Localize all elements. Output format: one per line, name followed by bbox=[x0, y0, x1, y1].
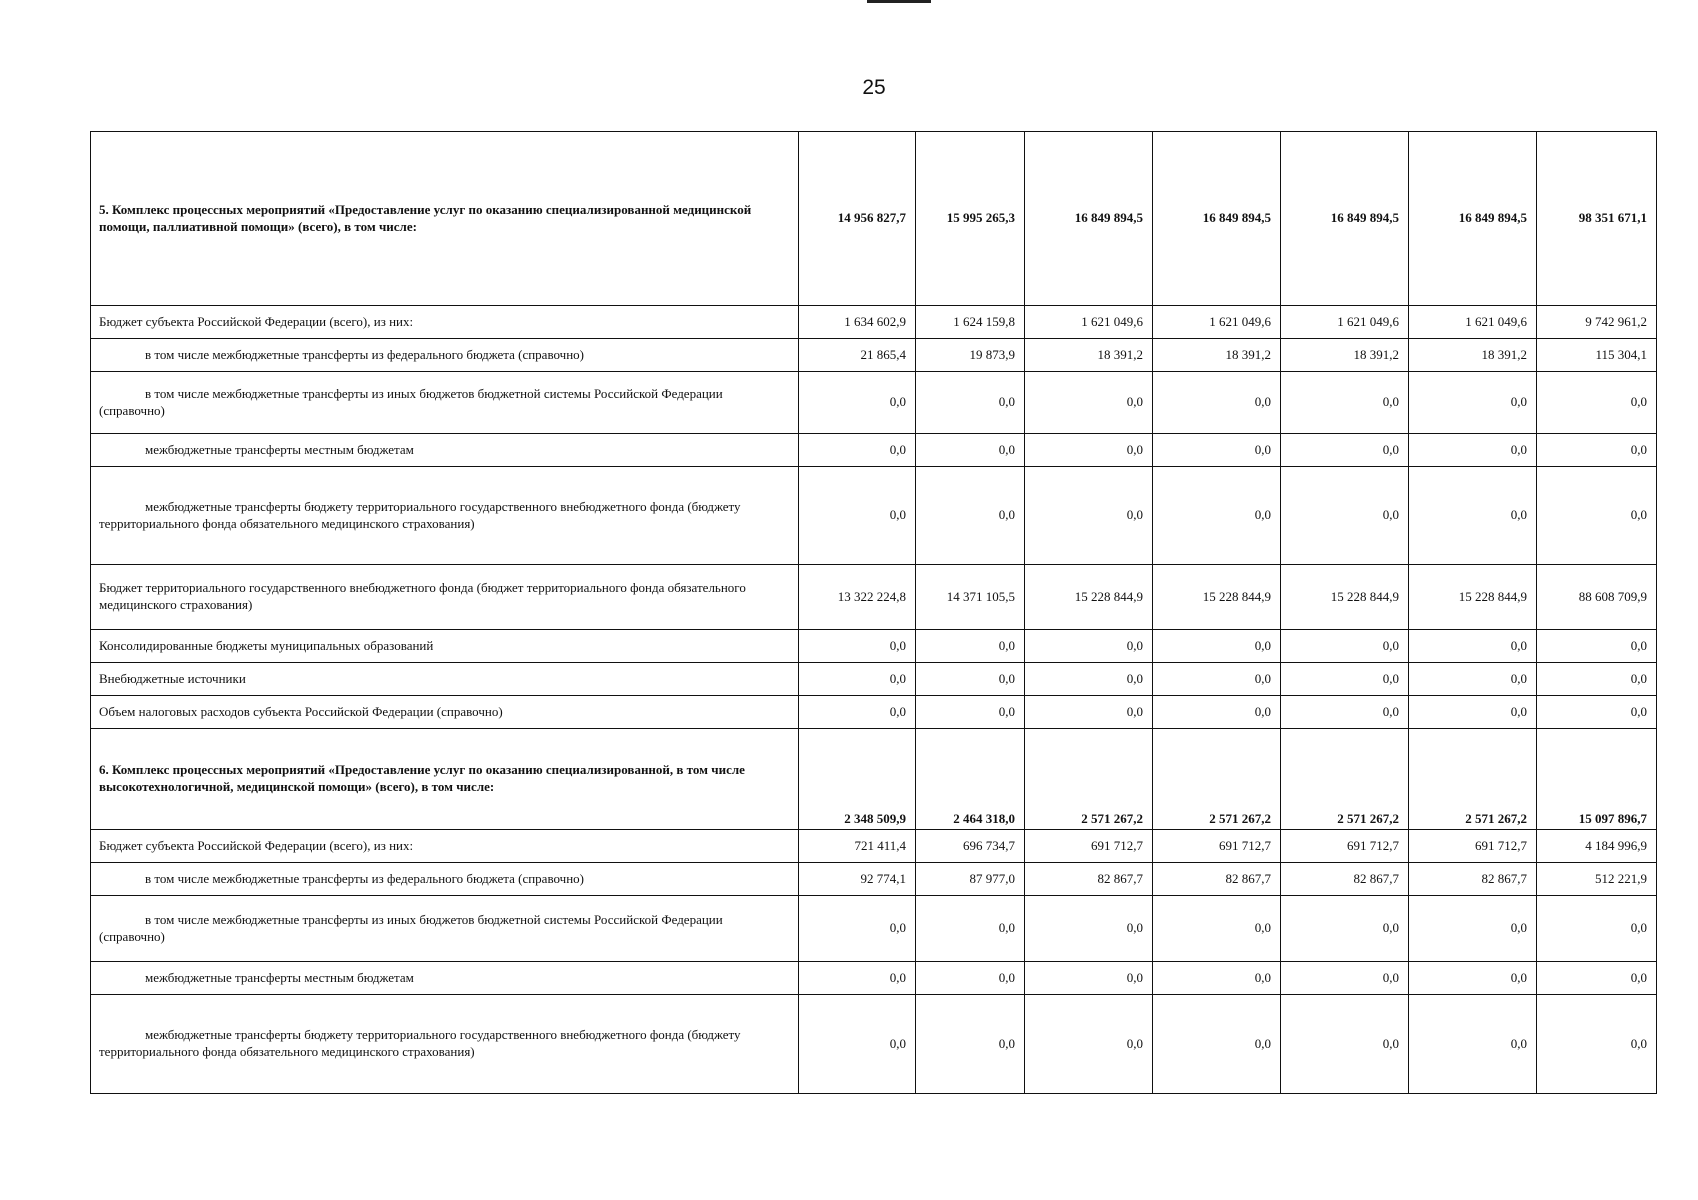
value-cell: 691 712,7 bbox=[1025, 830, 1153, 863]
value-cell: 691 712,7 bbox=[1281, 830, 1409, 863]
row-label: 5. Комплекс процессных мероприятий «Предоставление услуг по оказанию специализированной медицинской помощи, паллиативной помощи» (всего), в том числе: bbox=[91, 132, 799, 306]
value-cell: 0,0 bbox=[1409, 896, 1537, 962]
total-cell: 0,0 bbox=[1537, 630, 1657, 663]
value-cell: 0,0 bbox=[1025, 630, 1153, 663]
value-cell: 0,0 bbox=[1281, 696, 1409, 729]
row-label: в том числе межбюджетные трансферты из иных бюджетов бюджетной системы Российской Федерации (справочно) bbox=[91, 896, 799, 962]
value-cell: 18 391,2 bbox=[1153, 339, 1281, 372]
value-cell: 1 634 602,9 bbox=[799, 306, 916, 339]
value-cell: 0,0 bbox=[916, 663, 1025, 696]
value-cell: 0,0 bbox=[1409, 663, 1537, 696]
value-cell: 16 849 894,5 bbox=[1281, 132, 1409, 306]
row-label: Бюджет территориального государственного внебюджетного фонда (бюджет территориального фонда обязательного медицинского страхования) bbox=[91, 565, 799, 630]
row-label: межбюджетные трансферты местным бюджетам bbox=[91, 434, 799, 467]
table-row bbox=[91, 896, 1657, 962]
value-cell: 0,0 bbox=[1153, 434, 1281, 467]
row-label: в том числе межбюджетные трансферты из иных бюджетов бюджетной системы Российской Федерации (справочно) bbox=[91, 372, 799, 434]
value-cell: 0,0 bbox=[799, 663, 916, 696]
value-cell: 16 849 894,5 bbox=[1025, 132, 1153, 306]
table-row-section-6 bbox=[91, 729, 1657, 830]
value-cell: 18 391,2 bbox=[1281, 339, 1409, 372]
value-cell: 0,0 bbox=[799, 467, 916, 565]
table-row bbox=[91, 830, 1657, 863]
total-cell: 4 184 996,9 bbox=[1537, 830, 1657, 863]
value-cell: 0,0 bbox=[916, 995, 1025, 1094]
table-row bbox=[91, 995, 1657, 1094]
total-cell: 9 742 961,2 bbox=[1537, 306, 1657, 339]
value-cell: 691 712,7 bbox=[1409, 830, 1537, 863]
total-cell: 115 304,1 bbox=[1537, 339, 1657, 372]
value-cell: 0,0 bbox=[1153, 696, 1281, 729]
value-cell: 16 849 894,5 bbox=[1409, 132, 1537, 306]
value-cell: 1 621 049,6 bbox=[1409, 306, 1537, 339]
page-number: 25 bbox=[862, 76, 886, 99]
value-cell: 0,0 bbox=[1409, 696, 1537, 729]
value-cell: 721 411,4 bbox=[799, 830, 916, 863]
value-cell: 0,0 bbox=[799, 434, 916, 467]
row-label: межбюджетные трансферты бюджету территориального государственного внебюджетного фонда (бюджету территориального фонда обязательного медицинского страхования) bbox=[91, 467, 799, 565]
row-label: межбюджетные трансферты бюджету территориального государственного внебюджетного фонда (бюджету территориального фонда обязательного медицинского страхования) bbox=[91, 995, 799, 1094]
value-cell: 0,0 bbox=[1025, 663, 1153, 696]
value-cell: 18 391,2 bbox=[1409, 339, 1537, 372]
value-cell: 15 228 844,9 bbox=[1409, 565, 1537, 630]
value-cell: 15 228 844,9 bbox=[1281, 565, 1409, 630]
value-cell: 1 621 049,6 bbox=[1025, 306, 1153, 339]
value-cell: 14 956 827,7 bbox=[799, 132, 916, 306]
top-edge-mark bbox=[867, 0, 931, 3]
value-cell: 82 867,7 bbox=[1281, 863, 1409, 896]
value-cell: 0,0 bbox=[916, 630, 1025, 663]
table-row bbox=[91, 863, 1657, 896]
value-cell: 0,0 bbox=[1281, 372, 1409, 434]
value-cell: 0,0 bbox=[1153, 995, 1281, 1094]
value-cell: 0,0 bbox=[1281, 434, 1409, 467]
table-row bbox=[91, 696, 1657, 729]
value-cell: 0,0 bbox=[1409, 434, 1537, 467]
value-cell: 0,0 bbox=[916, 896, 1025, 962]
table-row bbox=[91, 962, 1657, 995]
row-label: Внебюджетные источники bbox=[91, 663, 799, 696]
value-cell: 696 734,7 bbox=[916, 830, 1025, 863]
value-cell: 0,0 bbox=[799, 962, 916, 995]
value-cell: 15 228 844,9 bbox=[1153, 565, 1281, 630]
total-cell: 0,0 bbox=[1537, 696, 1657, 729]
value-cell: 691 712,7 bbox=[1153, 830, 1281, 863]
value-cell: 0,0 bbox=[916, 467, 1025, 565]
total-cell: 88 608 709,9 bbox=[1537, 565, 1657, 630]
value-cell: 0,0 bbox=[799, 630, 916, 663]
total-cell: 0,0 bbox=[1537, 372, 1657, 434]
value-cell: 0,0 bbox=[1281, 467, 1409, 565]
table-row bbox=[91, 565, 1657, 630]
row-label: Бюджет субъекта Российской Федерации (всего), из них: bbox=[91, 306, 799, 339]
table-row-section-5 bbox=[91, 132, 1657, 306]
value-cell: 1 621 049,6 bbox=[1153, 306, 1281, 339]
value-cell: 0,0 bbox=[799, 696, 916, 729]
total-cell: 15 097 896,7 bbox=[1537, 729, 1657, 830]
row-label: в том числе межбюджетные трансферты из федерального бюджета (справочно) bbox=[91, 863, 799, 896]
value-cell: 0,0 bbox=[799, 896, 916, 962]
value-cell: 0,0 bbox=[1281, 896, 1409, 962]
value-cell: 0,0 bbox=[1281, 995, 1409, 1094]
table-row bbox=[91, 339, 1657, 372]
budget-table bbox=[90, 131, 1657, 1094]
total-cell: 0,0 bbox=[1537, 896, 1657, 962]
value-cell: 0,0 bbox=[916, 372, 1025, 434]
table-row bbox=[91, 630, 1657, 663]
value-cell: 0,0 bbox=[1281, 962, 1409, 995]
value-cell: 14 371 105,5 bbox=[916, 565, 1025, 630]
value-cell: 1 624 159,8 bbox=[916, 306, 1025, 339]
value-cell: 0,0 bbox=[1153, 962, 1281, 995]
total-cell: 0,0 bbox=[1537, 467, 1657, 565]
value-cell: 0,0 bbox=[1025, 467, 1153, 565]
value-cell: 0,0 bbox=[1025, 696, 1153, 729]
value-cell: 2 464 318,0 bbox=[916, 729, 1025, 830]
value-cell: 0,0 bbox=[1153, 663, 1281, 696]
total-cell: 512 221,9 bbox=[1537, 863, 1657, 896]
total-cell: 0,0 bbox=[1537, 995, 1657, 1094]
row-label: 6. Комплекс процессных мероприятий «Предоставление услуг по оказанию специализированной, в том числе высокотехнологичной, медицинской помощи» (всего), в том числе: bbox=[91, 729, 799, 830]
value-cell: 2 571 267,2 bbox=[1153, 729, 1281, 830]
value-cell: 0,0 bbox=[1153, 630, 1281, 663]
value-cell: 0,0 bbox=[1281, 630, 1409, 663]
value-cell: 0,0 bbox=[916, 962, 1025, 995]
value-cell: 0,0 bbox=[799, 995, 916, 1094]
value-cell: 0,0 bbox=[1409, 372, 1537, 434]
value-cell: 0,0 bbox=[1409, 467, 1537, 565]
total-cell: 0,0 bbox=[1537, 434, 1657, 467]
value-cell: 82 867,7 bbox=[1409, 863, 1537, 896]
value-cell: 2 571 267,2 bbox=[1025, 729, 1153, 830]
value-cell: 2 571 267,2 bbox=[1281, 729, 1409, 830]
value-cell: 2 348 509,9 bbox=[799, 729, 916, 830]
value-cell: 1 621 049,6 bbox=[1281, 306, 1409, 339]
value-cell: 0,0 bbox=[1025, 434, 1153, 467]
table-row bbox=[91, 306, 1657, 339]
value-cell: 0,0 bbox=[1153, 896, 1281, 962]
value-cell: 0,0 bbox=[1409, 630, 1537, 663]
total-cell: 0,0 bbox=[1537, 663, 1657, 696]
value-cell: 82 867,7 bbox=[1025, 863, 1153, 896]
value-cell: 0,0 bbox=[1025, 962, 1153, 995]
value-cell: 0,0 bbox=[1153, 467, 1281, 565]
row-label: Консолидированные бюджеты муниципальных образований bbox=[91, 630, 799, 663]
value-cell: 0,0 bbox=[1409, 962, 1537, 995]
table-row bbox=[91, 434, 1657, 467]
value-cell: 0,0 bbox=[1025, 896, 1153, 962]
value-cell: 87 977,0 bbox=[916, 863, 1025, 896]
value-cell: 92 774,1 bbox=[799, 863, 916, 896]
value-cell: 2 571 267,2 bbox=[1409, 729, 1537, 830]
value-cell: 0,0 bbox=[799, 372, 916, 434]
row-label: межбюджетные трансферты местным бюджетам bbox=[91, 962, 799, 995]
value-cell: 0,0 bbox=[1281, 663, 1409, 696]
value-cell: 0,0 bbox=[916, 434, 1025, 467]
table-row bbox=[91, 467, 1657, 565]
value-cell: 0,0 bbox=[1025, 372, 1153, 434]
value-cell: 15 995 265,3 bbox=[916, 132, 1025, 306]
value-cell: 0,0 bbox=[1025, 995, 1153, 1094]
row-label: Бюджет субъекта Российской Федерации (всего), из них: bbox=[91, 830, 799, 863]
value-cell: 13 322 224,8 bbox=[799, 565, 916, 630]
row-label: Объем налоговых расходов субъекта Российской Федерации (справочно) bbox=[91, 696, 799, 729]
value-cell: 82 867,7 bbox=[1153, 863, 1281, 896]
value-cell: 18 391,2 bbox=[1025, 339, 1153, 372]
table-row bbox=[91, 663, 1657, 696]
value-cell: 0,0 bbox=[916, 696, 1025, 729]
value-cell: 0,0 bbox=[1153, 372, 1281, 434]
value-cell: 19 873,9 bbox=[916, 339, 1025, 372]
table-row bbox=[91, 372, 1657, 434]
value-cell: 0,0 bbox=[1409, 995, 1537, 1094]
total-cell: 0,0 bbox=[1537, 962, 1657, 995]
row-label: в том числе межбюджетные трансферты из федерального бюджета (справочно) bbox=[91, 339, 799, 372]
value-cell: 21 865,4 bbox=[799, 339, 916, 372]
value-cell: 16 849 894,5 bbox=[1153, 132, 1281, 306]
total-cell: 98 351 671,1 bbox=[1537, 132, 1657, 306]
value-cell: 15 228 844,9 bbox=[1025, 565, 1153, 630]
